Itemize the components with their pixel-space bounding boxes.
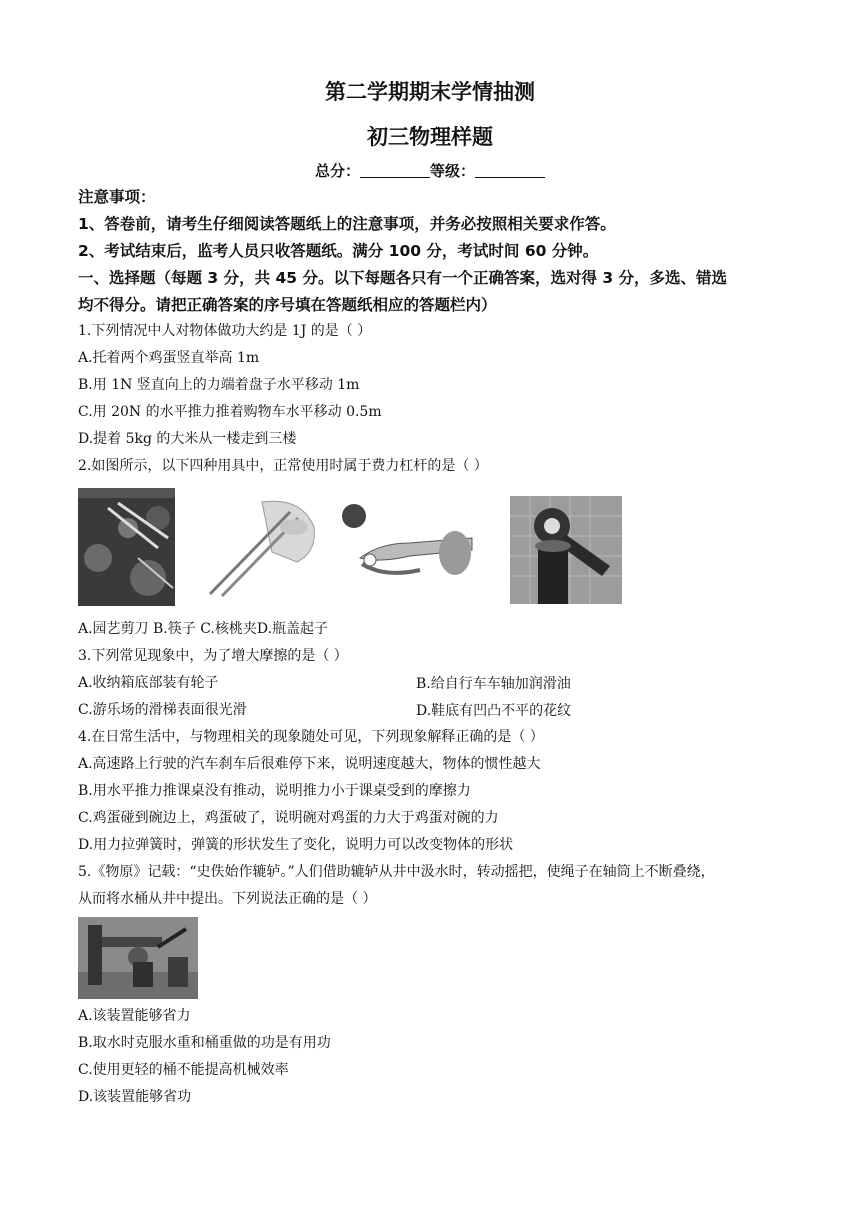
score-grade-line xyxy=(0,160,860,181)
q1-option-b: B.用 1N 竖直向上的力端着盘子水平移动 1m xyxy=(78,377,360,393)
q1-stem: 1.下列情况中人对物体做功大约是 1J 的是（ ） xyxy=(78,323,372,339)
q5-option-b: B.取水时克服水重和桶重做的功是有用功 xyxy=(78,1035,331,1051)
q4-option-a: A.高速路上行驶的汽车刹车后很难停下来，说明速度越大，物体的惯性越大 xyxy=(78,756,541,772)
score-label: 总分： xyxy=(314,162,360,180)
q3-stem: 3.下列常见现象中，为了增大摩擦的是（ ） xyxy=(78,648,348,664)
bottle-opener-photo xyxy=(510,496,622,604)
chopsticks-photo xyxy=(202,492,320,600)
q1-option-c: C.用 20N 的水平推力推着购物车水平移动 0.5m xyxy=(78,404,382,420)
grade-blank xyxy=(475,163,545,178)
q5-option-a: A.该装置能够省力 xyxy=(78,1008,191,1024)
q2-stem: 2.如图所示，以下四种用具中，正常使用时属于费力杠杆的是（ ） xyxy=(78,458,488,474)
q4-stem: 4.在日常生活中，与物理相关的现象随处可见，下列现象解释正确的是（ ） xyxy=(78,729,544,745)
score-blank xyxy=(360,163,430,178)
q3-option-b: B.给自行车车轴加润滑油 xyxy=(416,676,571,692)
q5-stem-line2: 从而将水桶从井中提出。下列说法正确的是（ ） xyxy=(78,891,377,907)
q3-option-a: A.收纳箱底部装有轮子 xyxy=(78,675,219,691)
notes-item-1: 1、答卷前，请考生仔细阅读答题纸上的注意事项，并务必按照相关要求作答。 xyxy=(78,215,616,233)
section-heading-line2: 均不得分。请把正确答案的序号填在答题纸相应的答题栏内） xyxy=(78,296,497,314)
grade-label: 等级： xyxy=(430,162,476,180)
q5-option-c: C.使用更轻的桶不能提高机械效率 xyxy=(78,1062,289,1078)
q1-option-d: D.提着 5kg 的大米从一楼走到三楼 xyxy=(78,431,297,447)
q4-option-c: C.鸡蛋碰到碗边上，鸡蛋破了，说明碗对鸡蛋的力大于鸡蛋对碗的力 xyxy=(78,810,499,826)
exam-subtitle: 初三物理样题 xyxy=(367,125,493,149)
q1-option-a: A.托着两个鸡蛋竖直举高 1m xyxy=(78,350,260,366)
windlass-photo xyxy=(78,917,198,999)
garden-shears-photo xyxy=(78,488,175,606)
exam-title: 第二学期期末学情抽测 xyxy=(325,80,535,104)
q3-option-d: D.鞋底有凹凸不平的花纹 xyxy=(416,703,572,719)
q5-option-d: D.该装置能够省功 xyxy=(78,1089,192,1105)
notes-heading: 注意事项： xyxy=(78,188,156,206)
q2-options: A.园艺剪刀 B.筷子 C.核桃夹D.瓶盖起子 xyxy=(78,621,329,637)
q3-option-c: C.游乐场的滑梯表面很光滑 xyxy=(78,702,247,718)
section-heading-line1: 一、选择题（每题 3 分，共 45 分。以下每题各只有一个正确答案，选对得 3 分，多选、错选 xyxy=(78,269,728,287)
q5-stem-line1: 5.《物原》记载：“史佚始作辘轳。”人们借助辘轳从井中汲水时，转动摇把，使绳子在轴筒上不断叠绕， xyxy=(78,864,715,880)
q4-option-b: B.用水平推力推课桌没有推动，说明推力小于课桌受到的摩擦力 xyxy=(78,783,471,799)
nutcracker-photo xyxy=(340,498,478,586)
q4-option-d: D.用力拉弹簧时，弹簧的形状发生了变化，说明力可以改变物体的形状 xyxy=(78,837,514,853)
notes-item-2: 2、考试结束后，监考人员只收答题纸。满分 100 分，考试时间 60 分钟。 xyxy=(78,242,599,260)
